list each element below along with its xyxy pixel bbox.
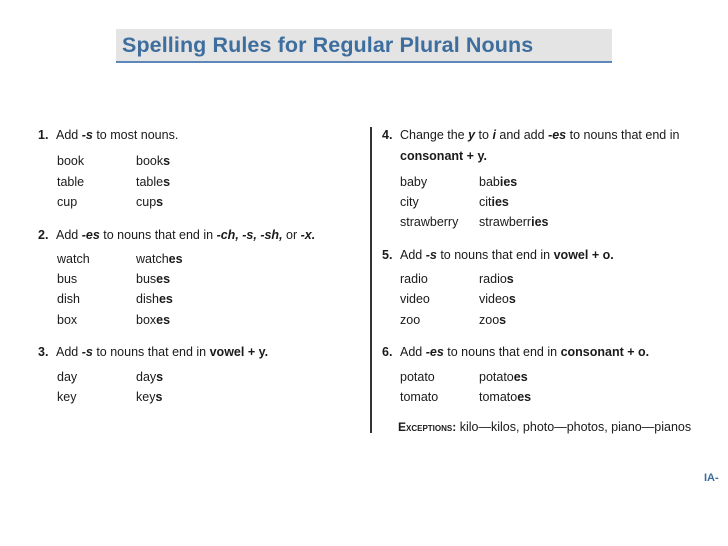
rule-5-plural: zoos bbox=[479, 313, 507, 327]
rule-2-plural: dishes bbox=[136, 292, 173, 306]
rule-2-heading: 2. Add -es to nouns that end in -ch, -s, -sh, or -x. bbox=[38, 228, 316, 242]
rule-3-singular: key bbox=[57, 390, 77, 404]
page-title: Spelling Rules for Regular Plural Nouns bbox=[122, 33, 534, 57]
rule-1-plural: tables bbox=[136, 175, 171, 189]
rule-4-singular: strawberry bbox=[400, 215, 459, 229]
exceptions-text: kilo—kilos, photo—photos, piano—pianos bbox=[456, 420, 692, 434]
rule-5-singular: video bbox=[400, 292, 430, 306]
rule-6-plural: potatoes bbox=[479, 370, 528, 384]
rule-2-plural: buses bbox=[136, 272, 171, 286]
rule-4-heading-line2: consonant + y. bbox=[400, 149, 487, 163]
rule-1-plural: books bbox=[136, 154, 171, 168]
rule-5-plural: videos bbox=[479, 292, 516, 306]
rule-6-singular: tomato bbox=[400, 390, 439, 404]
rule-2-plural: watches bbox=[136, 252, 183, 266]
rule-3-heading: 3. Add -s to nouns that end in vowel + y. bbox=[38, 345, 269, 359]
rule-4-singular: city bbox=[400, 195, 419, 209]
rule-6-heading: 6. Add -es to nouns that end in consonant + o. bbox=[382, 345, 650, 359]
title-band bbox=[116, 29, 612, 63]
rule-4-singular: baby bbox=[400, 175, 428, 189]
rule-6-singular: potato bbox=[400, 370, 435, 384]
rule-2-singular: bus bbox=[57, 272, 78, 286]
rule-4-heading: 4. Change the y to i and add -es to nouns that end in bbox=[382, 128, 680, 142]
rule-1-singular: cup bbox=[57, 195, 78, 209]
page-number-mark: IA- bbox=[704, 472, 719, 484]
rule-5-singular: zoo bbox=[400, 313, 421, 327]
rule-5-plural: radios bbox=[479, 272, 514, 286]
rule-3-plural: days bbox=[136, 370, 164, 384]
rule-1-singular: table bbox=[57, 175, 85, 189]
exceptions-note bbox=[398, 420, 691, 434]
exceptions-label: Exceptions: bbox=[398, 420, 457, 434]
rule-3-singular: day bbox=[57, 370, 78, 384]
rule-1-plural: cups bbox=[136, 195, 164, 209]
rule-2-singular: dish bbox=[57, 292, 80, 306]
rule-4-plural: cities bbox=[479, 195, 509, 209]
column-divider bbox=[370, 127, 372, 433]
rule-4-plural: babies bbox=[479, 175, 518, 189]
rule-2-plural: boxes bbox=[136, 313, 171, 327]
rule-5-singular: radio bbox=[400, 272, 428, 286]
rule-6-plural: tomatoes bbox=[479, 390, 532, 404]
rule-2-singular: watch bbox=[57, 252, 90, 266]
rule-1-heading: 1. Add -s to most nouns. bbox=[38, 128, 179, 142]
rule-3-plural: keys bbox=[136, 390, 163, 404]
rule-5-heading: 5. Add -s to nouns that end in vowel + o. bbox=[382, 248, 614, 262]
rule-2-singular: box bbox=[57, 313, 78, 327]
rule-1-singular: book bbox=[57, 154, 85, 168]
rule-4-plural: strawberries bbox=[479, 215, 549, 229]
